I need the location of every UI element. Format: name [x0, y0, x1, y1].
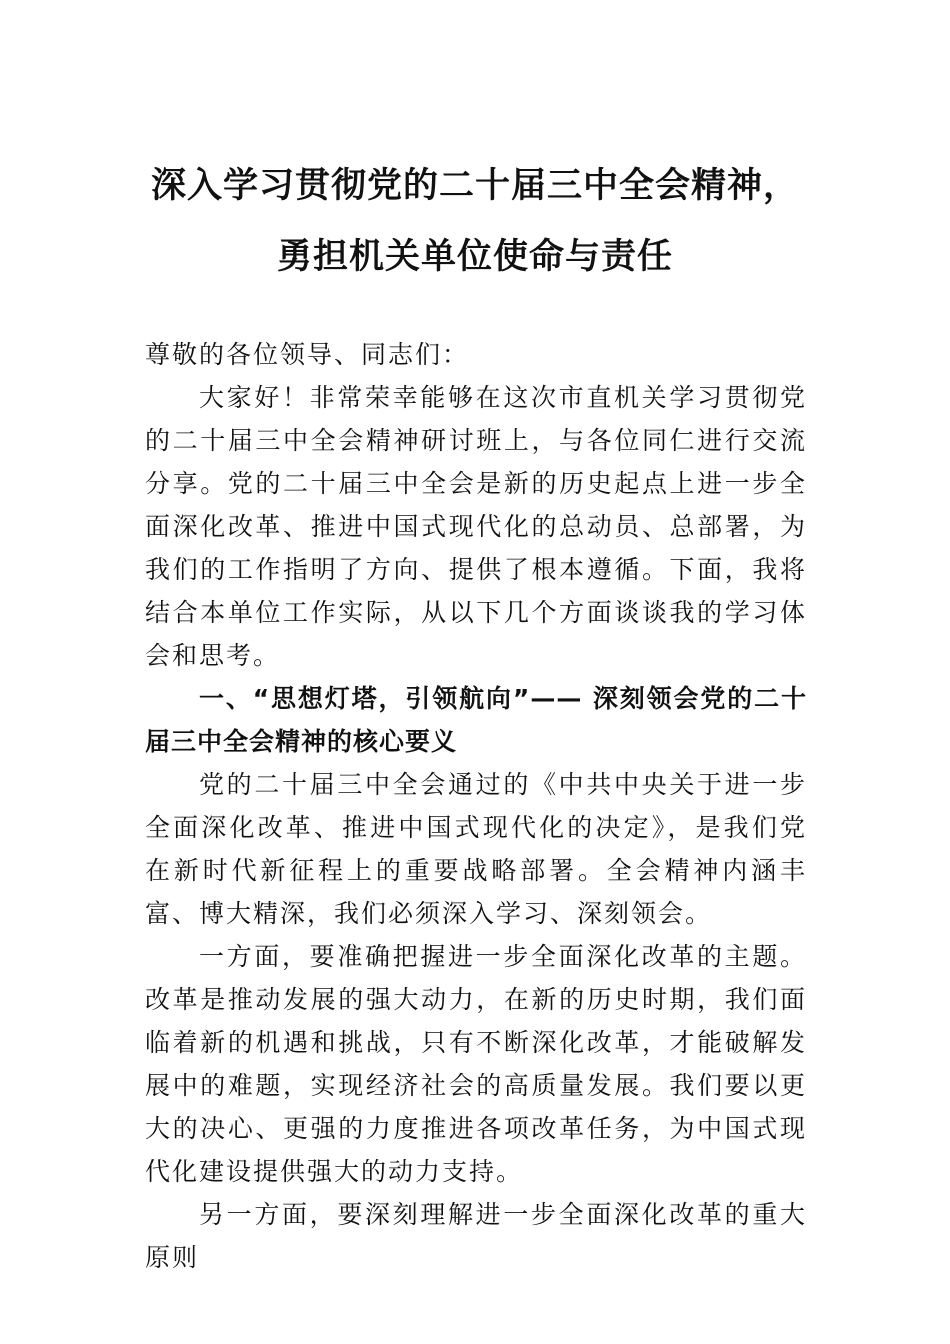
opening-paragraph: 大家好！非常荣幸能够在这次市直机关学习贯彻党的二十届三中全会精神研讨班上，与各位同仁进行交流分享。党的二十届三中全会是新的历史起点上进一步全面深化改革、推进中国式现代化的总动员、总部署，为我们的工作指明了方向、提供了根本遵循。下面，我将结合本单位工作实际，从以下几个方面谈谈我的学习体会和思考。: [145, 383, 807, 670]
section-1-paragraph-1: 党的二十届三中全会通过的《中共中央关于进一步全面深化改革、推进中国式现代化的决定》，是我们党在新时代新征程上的重要战略部署。全会精神内涵丰富、博大精深，我们必须深入学习、深刻领会。: [145, 770, 807, 928]
document-title-line-1: 深入学习贯彻党的二十届三中全会精神，: [150, 165, 799, 206]
section-1-paragraph-2: 一方面，要准确把握进一步全面深化改革的主题。改革是推动发展的强大动力，在新的历史时期，我们面临着新的机遇和挑战，只有不断深化改革，才能破解发展中的难题，实现经济社会的高质量发展。我们要以更大的决心、更强的力度推进各项改革任务，为中国式现代化建设提供强大的动力支持。: [145, 942, 807, 1186]
document-title-line-2: 勇担机关单位使命与责任: [276, 236, 673, 277]
section-1-paragraph-3: 另一方面，要深刻理解进一步全面深化改革的重大原则: [145, 1200, 807, 1272]
salutation: 尊敬的各位领导、同志们：: [145, 340, 470, 369]
section-1-heading: 一、“思想灯塔，引领航向”—— 深刻领会党的二十届三中全会精神的核心要义: [145, 684, 807, 756]
document-body: [145, 333, 807, 1279]
